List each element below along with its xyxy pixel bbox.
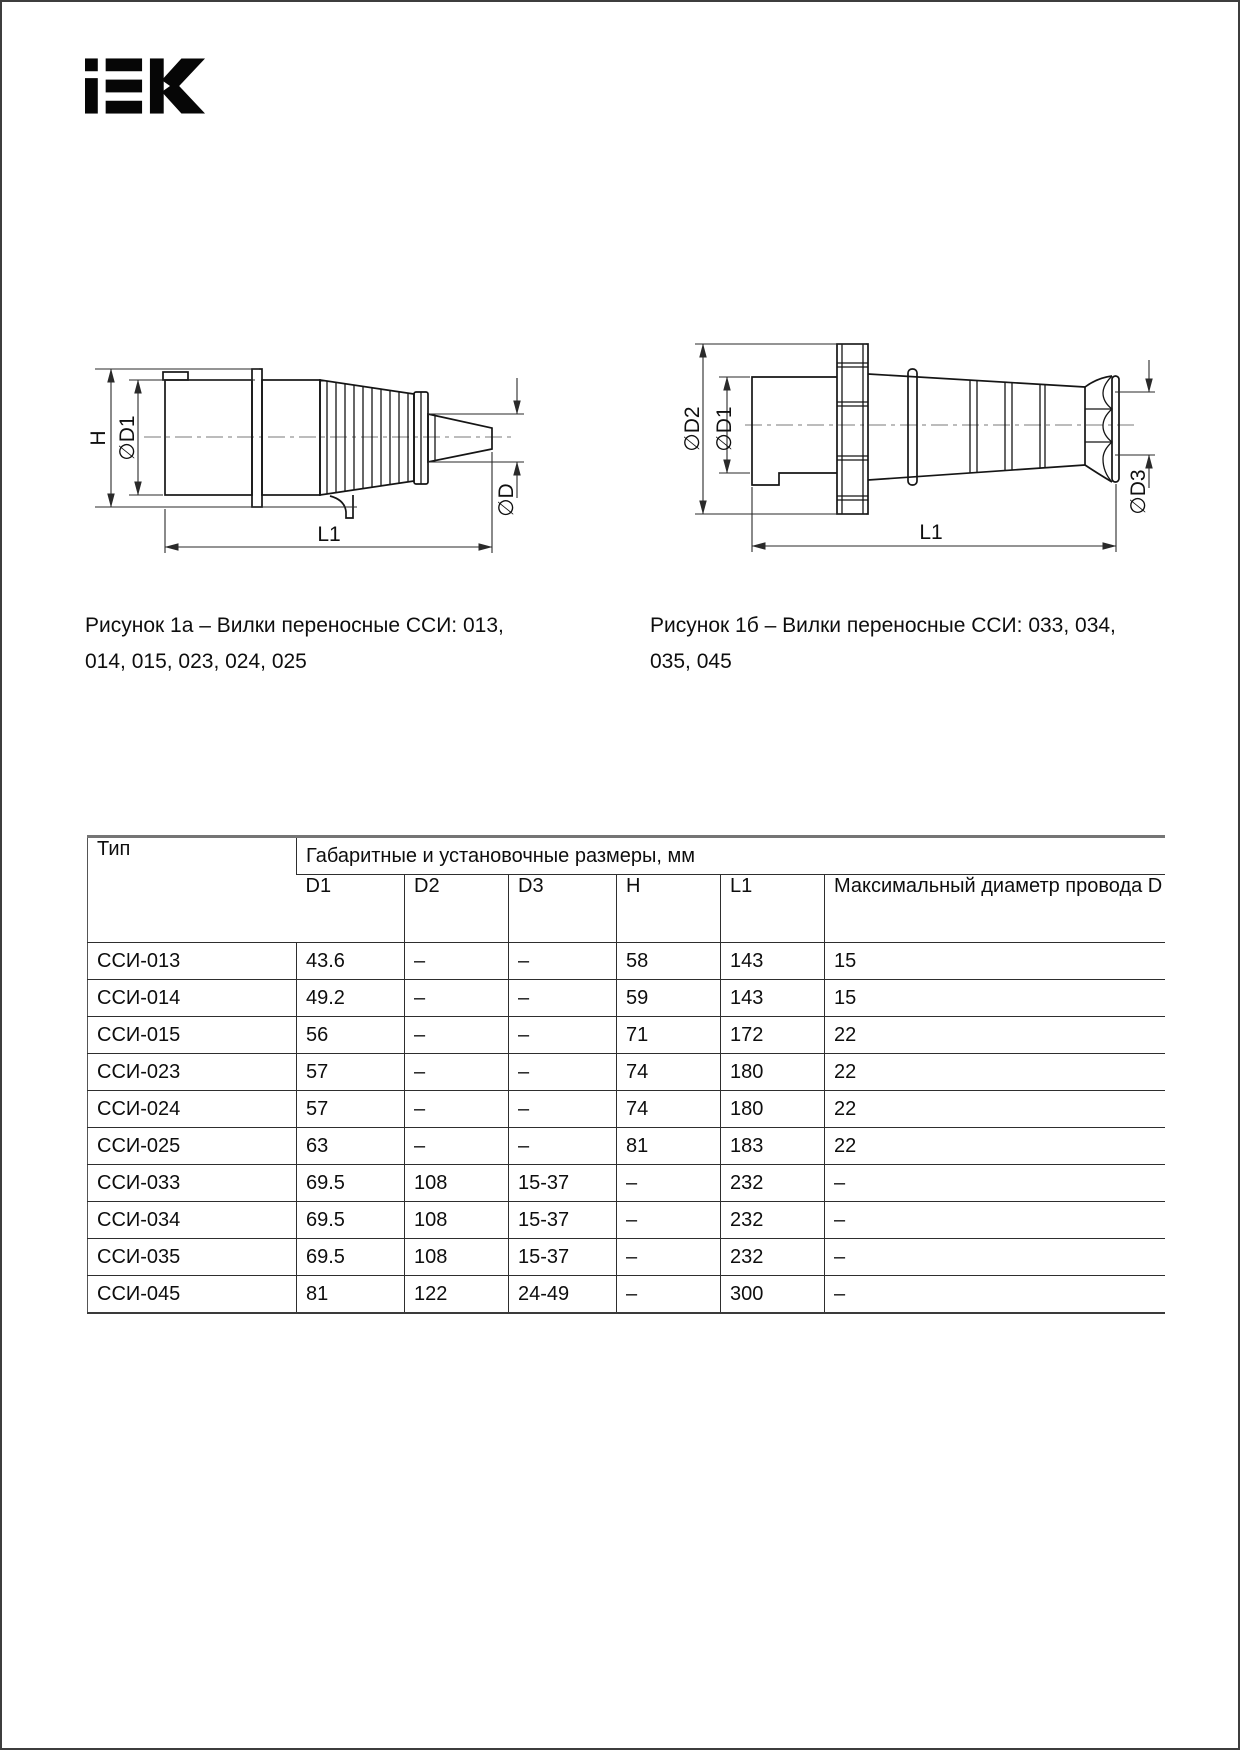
dim-d2 <box>681 344 866 514</box>
table-cell: – <box>509 1054 617 1091</box>
table-row <box>88 1202 1165 1239</box>
table-cell: – <box>617 1165 721 1202</box>
col-header-d3: D3 <box>509 875 617 943</box>
col-header-d1: D1 <box>297 875 405 943</box>
dim-label-l1: L1 <box>317 523 341 546</box>
table-row <box>88 1239 1165 1276</box>
table-cell: – <box>825 1276 1165 1314</box>
table-cell: ССИ-024 <box>88 1091 297 1128</box>
table-cell: 22 <box>825 1017 1165 1054</box>
dim-label-d2: ∅D2 <box>681 406 704 452</box>
table-cell: ССИ-045 <box>88 1276 297 1314</box>
table-cell: 232 <box>721 1202 825 1239</box>
table-cell: 15 <box>825 980 1165 1017</box>
table-cell: – <box>405 1054 509 1091</box>
table-cell: – <box>509 980 617 1017</box>
dim-label-d1: ∅D1 <box>713 406 736 452</box>
table-cell: – <box>405 943 509 980</box>
table-cell: 74 <box>617 1054 721 1091</box>
dim-label-l1: L1 <box>919 521 943 544</box>
table-cell: 15-37 <box>509 1202 617 1239</box>
dimensions-table <box>87 835 1165 1314</box>
figure-1b-drawing <box>667 292 1157 562</box>
col-header-group: Габаритные и установочные размеры, мм <box>297 837 1165 875</box>
caption-line: 014, 015, 023, 024, 025 <box>85 650 307 673</box>
table-row <box>88 1276 1165 1314</box>
table-cell: – <box>509 1128 617 1165</box>
table-cell: ССИ-025 <box>88 1128 297 1165</box>
table-cell: ССИ-015 <box>88 1017 297 1054</box>
dim-label-d3: ∅D3 <box>1127 469 1150 515</box>
table-cell: 108 <box>405 1165 509 1202</box>
table-cell: 180 <box>721 1054 825 1091</box>
table-cell: 69.5 <box>297 1202 405 1239</box>
table-cell: 58 <box>617 943 721 980</box>
table-cell: 143 <box>721 943 825 980</box>
table-cell: 108 <box>405 1239 509 1276</box>
dim-l1 <box>165 452 492 553</box>
table-cell: 59 <box>617 980 721 1017</box>
table-cell: – <box>509 943 617 980</box>
cable-grip-bell <box>1085 376 1119 482</box>
col-header-type: Тип <box>88 837 297 943</box>
figure-1a-drawing <box>87 322 527 562</box>
table-cell: 49.2 <box>297 980 405 1017</box>
table-cell: – <box>509 1091 617 1128</box>
table-row <box>88 1091 1165 1128</box>
table-cell: – <box>405 1128 509 1165</box>
table-cell: 56 <box>297 1017 405 1054</box>
dim-label-d1: ∅D1 <box>116 415 139 461</box>
dim-d1 <box>713 377 750 473</box>
table-cell: – <box>825 1165 1165 1202</box>
table-cell: – <box>617 1239 721 1276</box>
figure-1a-caption <box>85 608 585 680</box>
table-cell: 74 <box>617 1091 721 1128</box>
plug-body-outline <box>163 369 492 518</box>
table-cell: 22 <box>825 1091 1165 1128</box>
dim-d <box>428 378 524 517</box>
dim-label-d: ∅D <box>495 483 518 517</box>
dim-l1 <box>752 484 1116 552</box>
caption-line: Рисунок 1а – Вилки переносные ССИ: 013, <box>85 614 504 637</box>
table-cell: – <box>825 1239 1165 1276</box>
table-cell: 232 <box>721 1239 825 1276</box>
iek-logo-glyphs <box>85 58 205 113</box>
col-header-dmax: Максимальный диаметр провода D <box>825 875 1165 943</box>
table-header-row-1 <box>88 837 1165 875</box>
col-header-l1: L1 <box>721 875 825 943</box>
table-cell: 15-37 <box>509 1165 617 1202</box>
table-row <box>88 943 1165 980</box>
col-header-d2: D2 <box>405 875 509 943</box>
table-cell: 183 <box>721 1128 825 1165</box>
table-cell: 71 <box>617 1017 721 1054</box>
table-row <box>88 1165 1165 1202</box>
cone-rings <box>970 380 1045 473</box>
table-cell: ССИ-023 <box>88 1054 297 1091</box>
col-header-h: H <box>617 875 721 943</box>
table-cell: 69.5 <box>297 1239 405 1276</box>
table-cell: 15 <box>825 943 1165 980</box>
table-cell: ССИ-035 <box>88 1239 297 1276</box>
table-row <box>88 1054 1165 1091</box>
table-cell: 300 <box>721 1276 825 1314</box>
table-cell: – <box>405 980 509 1017</box>
table-cell: 172 <box>721 1017 825 1054</box>
table-cell: – <box>509 1017 617 1054</box>
table-cell: 22 <box>825 1128 1165 1165</box>
table-row <box>88 1128 1165 1165</box>
table-cell: – <box>405 1017 509 1054</box>
table-row <box>88 980 1165 1017</box>
table-cell: 81 <box>297 1276 405 1314</box>
table-cell: 81 <box>617 1128 721 1165</box>
table-cell: ССИ-033 <box>88 1165 297 1202</box>
caption-line: Рисунок 1б – Вилки переносные ССИ: 033, 034, <box>650 614 1116 637</box>
table-cell: 232 <box>721 1165 825 1202</box>
table-cell: ССИ-013 <box>88 943 297 980</box>
dim-label-h: H <box>87 430 110 446</box>
plug-body-outline <box>752 344 1119 514</box>
table-cell: 57 <box>297 1091 405 1128</box>
table-cell: 122 <box>405 1276 509 1314</box>
table-cell: 108 <box>405 1202 509 1239</box>
table-cell: – <box>617 1202 721 1239</box>
table-body <box>88 943 1165 1314</box>
table-cell: – <box>825 1202 1165 1239</box>
dim-d3 <box>1115 360 1155 515</box>
figure-1b-caption <box>650 608 1170 680</box>
table-cell: 143 <box>721 980 825 1017</box>
table-cell: ССИ-034 <box>88 1202 297 1239</box>
table-cell: 15-37 <box>509 1239 617 1276</box>
table-cell: 22 <box>825 1054 1165 1091</box>
table-cell: 69.5 <box>297 1165 405 1202</box>
iek-logo <box>85 58 207 114</box>
table-cell: ССИ-014 <box>88 980 297 1017</box>
table-cell: 57 <box>297 1054 405 1091</box>
table-cell: 43.6 <box>297 943 405 980</box>
table-cell: 180 <box>721 1091 825 1128</box>
table-row <box>88 1017 1165 1054</box>
caption-line: 035, 045 <box>650 650 732 673</box>
table-cell: – <box>617 1276 721 1314</box>
table-cell: 24-49 <box>509 1276 617 1314</box>
table-cell: 63 <box>297 1128 405 1165</box>
table-cell: – <box>405 1091 509 1128</box>
dimensions-table-wrap <box>87 835 1165 1314</box>
